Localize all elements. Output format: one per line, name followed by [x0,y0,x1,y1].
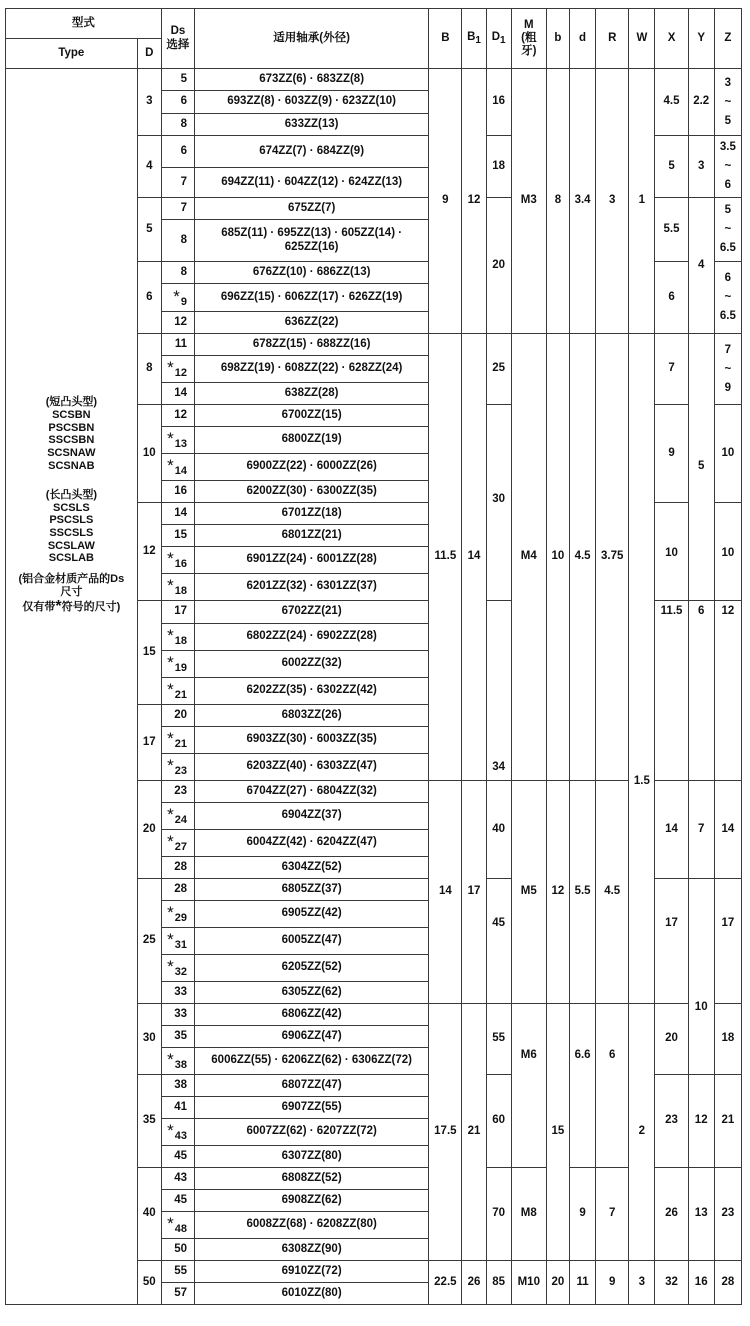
d-cell: 17 [137,705,161,781]
star-icon: * [167,1214,174,1234]
col-x-cell: 23 [655,1075,688,1168]
d-cell: 30 [137,1004,161,1075]
ds-cell: *16 [161,547,194,574]
col-b-cell: 11.5 [429,334,462,781]
bearing-cell: 6901ZZ(24) · 6001ZZ(28) [195,547,429,574]
ds-cell: 8 [161,114,194,136]
d-cell: 6 [137,262,161,334]
col-d1-cell: 55 [486,1004,511,1075]
spacer [6,472,137,489]
col-d1-cell: 60 [486,1075,511,1168]
col-r-cell: 3.75 [596,334,629,781]
ds-cell: 11 [161,334,194,356]
bearing-cell: 675ZZ(7) [195,198,429,220]
col-d-cell: 4.5 [570,334,596,781]
header-bearing: 适用轴承(外径) [195,9,429,69]
col-y-cell: 4 [688,198,714,334]
col-b-cell: 15 [546,1004,569,1261]
bearing-cell: 6903ZZ(30) · 6003ZZ(35) [195,727,429,754]
col-d1-cell: 45 [486,879,511,1004]
bearing-cell: 633ZZ(13) [195,114,429,136]
ds-cell: 20 [161,705,194,727]
col-m-cell: M3 [511,69,546,334]
ds-cell: 12 [161,405,194,427]
col-b1-cell: 12 [462,69,486,334]
bearing-cell: 6700ZZ(15) [195,405,429,427]
bearing-cell: 6803ZZ(26) [195,705,429,727]
col-m-cell: M4 [511,334,546,781]
bearing-cell: 6007ZZ(62) · 6207ZZ(72) [195,1119,429,1146]
col-y-cell: 5 [688,334,714,601]
col-x-cell: 5.5 [655,198,688,262]
d-cell: 8 [137,334,161,405]
col-b-cell: 10 [546,334,569,781]
bearing-cell: 6202ZZ(35) · 6302ZZ(42) [195,678,429,705]
bearing-cell: 6906ZZ(47) [195,1026,429,1048]
bearing-cell: 6308ZZ(90) [195,1239,429,1261]
d-cell: 50 [137,1261,161,1305]
ds-cell: 57 [161,1283,194,1305]
header-R: R [596,9,629,69]
ds-cell: 41 [161,1097,194,1119]
col-x-cell: 26 [655,1168,688,1261]
col-x-cell: 9 [655,405,688,503]
col-m-cell: M10 [511,1261,546,1305]
col-b1-cell: 21 [462,1004,486,1261]
col-z-cell: 6 ~ 6.5 [714,262,741,334]
header-M: M (粗 牙) [511,9,546,69]
ds-cell: *18 [161,574,194,601]
bearing-cell: 6307ZZ(80) [195,1146,429,1168]
ds-cell: *19 [161,651,194,678]
star-icon: * [167,832,174,852]
star-icon: * [167,626,174,646]
header-ds-line1: Ds [170,25,186,38]
col-z-cell: 5 ~ 6.5 [714,198,741,262]
ds-cell: *24 [161,803,194,830]
ds-cell: *23 [161,754,194,781]
d-cell: 15 [137,601,161,705]
col-r-cell: 4.5 [596,781,629,1004]
bearing-cell: 6910ZZ(72) [195,1261,429,1283]
ds-cell: 6 [161,91,194,114]
type-cell [6,69,138,1305]
bearing-cell: 6701ZZ(18) [195,503,429,525]
ds-cell: 45 [161,1190,194,1212]
ds-cell: *21 [161,678,194,705]
type-line: PSCSBN [48,421,95,434]
col-r-cell: 9 [596,1261,629,1305]
col-b-cell: 8 [546,69,569,334]
type-line: SSCSLS [49,527,94,540]
d-cell: 12 [137,503,161,601]
ds-cell: 7 [161,198,194,220]
star-icon: * [167,680,174,700]
col-z-cell: 3.5 ~ 6 [714,136,741,198]
bearing-cell: 6801ZZ(21) [195,525,429,547]
star-icon: * [167,429,174,449]
header-W: W [629,9,655,69]
bearing-cell: 676ZZ(10) · 686ZZ(13) [195,262,429,284]
bearing-cell: 636ZZ(22) [195,312,429,334]
type-line: 尺寸 [60,585,83,598]
d-cell: 35 [137,1075,161,1168]
star-icon: * [167,729,174,749]
col-y-cell: 16 [688,1261,714,1305]
ds-cell: *14 [161,454,194,481]
header-D: D [137,39,161,69]
type-line: (短凸头型) [45,396,98,409]
bearing-cell: 673ZZ(6) · 683ZZ(8) [195,69,429,91]
ds-cell: *43 [161,1119,194,1146]
bearing-cell: 6805ZZ(37) [195,879,429,901]
bearing-cell: 6200ZZ(30) · 6300ZZ(35) [195,481,429,503]
bearing-cell: 698ZZ(19) · 608ZZ(22) · 628ZZ(24) [195,356,429,383]
col-b1-cell: 26 [462,1261,486,1305]
header-ds-line2: 选择 [166,38,190,51]
bearing-cell: 6907ZZ(55) [195,1097,429,1119]
ds-cell: *9 [161,284,194,312]
col-x-cell: 10 [655,503,688,601]
bearing-cell: 6807ZZ(47) [195,1075,429,1097]
col-d-cell: 5.5 [570,781,596,1004]
ds-cell: 35 [161,1026,194,1048]
col-d-cell: 6.6 [570,1004,596,1168]
header-Y: Y [688,9,714,69]
bearing-cell: 6808ZZ(52) [195,1168,429,1190]
ds-cell: 15 [161,525,194,547]
col-x-cell: 4.5 [655,69,688,136]
col-y-cell: 2.2 [688,69,714,136]
bearing-cell: 6904ZZ(37) [195,803,429,830]
bearing-cell: 6205ZZ(52) [195,955,429,982]
col-x-cell: 14 [655,781,688,879]
col-z-cell: 14 [714,781,741,879]
bearing-cell: 674ZZ(7) · 684ZZ(9) [195,136,429,168]
col-y-cell: 13 [688,1168,714,1261]
ds-cell: 50 [161,1239,194,1261]
col-z-cell: 17 [714,879,741,1004]
col-w-cell: 1 [629,69,655,334]
bearing-cell: 6203ZZ(40) · 6303ZZ(47) [195,754,429,781]
col-x-cell: 7 [655,334,688,405]
ds-cell: 55 [161,1261,194,1283]
ds-cell: 28 [161,879,194,901]
ds-cell: 17 [161,601,194,624]
ds-cell: 8 [161,220,194,262]
header-D1: D1 [486,9,511,69]
ds-cell: *13 [161,427,194,454]
type-line: SCSNAW [47,446,96,459]
bearing-cell: 6004ZZ(42) · 6204ZZ(47) [195,830,429,857]
bearing-cell: 6905ZZ(42) [195,901,429,928]
type-line: SCSLAW [47,539,95,552]
type-note-line3: 仅有带*符号的尺寸) [22,598,121,616]
star-icon: * [167,756,174,776]
col-x-cell: 20 [655,1004,688,1075]
col-b-cell: 9 [429,69,462,334]
type-line: SCSNAB [48,459,95,472]
col-b1-cell: 17 [462,781,486,1004]
bearing-spec-table [5,8,742,1305]
header-type-group: 型式 [6,9,162,39]
col-z-cell: 28 [714,1261,741,1305]
col-d1-cell: 16 [486,69,511,136]
col-z-cell: 23 [714,1168,741,1261]
bearing-cell: 6800ZZ(19) [195,427,429,454]
bearing-cell: 6702ZZ(21) [195,601,429,624]
ds-cell: 38 [161,1075,194,1097]
ds-cell: *32 [161,955,194,982]
ds-cell: *48 [161,1212,194,1239]
header-B1: B1 [462,9,486,69]
col-w-cell: 2 [629,1004,655,1261]
ds-cell: 8 [161,262,194,284]
bearing-cell: 638ZZ(28) [195,383,429,405]
col-d1-cell: 30 [486,405,511,601]
bearing-cell: 6006ZZ(55) · 6206ZZ(62) · 6306ZZ(72) [195,1048,429,1075]
header-d: d [570,9,596,69]
bearing-cell: 6806ZZ(42) [195,1004,429,1026]
col-x-cell: 17 [655,879,688,1004]
table-body [6,69,742,1305]
star-icon: * [167,576,174,596]
d-cell: 25 [137,879,161,1004]
header-ds [161,9,194,69]
ds-cell: *31 [161,928,194,955]
bearing-cell: 6010ZZ(80) [195,1283,429,1305]
col-z-cell: 10 [714,503,741,601]
col-y-cell: 7 [688,781,714,879]
col-z-cell: 7 ~ 9 [714,334,741,405]
bearing-cell: 685Z(11) · 695ZZ(13) · 605ZZ(14) · 625ZZ(16) [195,220,429,262]
col-b-cell: 22.5 [429,1261,462,1305]
col-z-cell: 21 [714,1075,741,1168]
bearing-cell: 6802ZZ(24) · 6902ZZ(28) [195,624,429,651]
type-line: (长凸头型) [45,489,98,502]
col-r-cell: 3 [596,69,629,334]
star-icon: * [167,1121,174,1141]
d-cell: 4 [137,136,161,198]
bearing-cell: 6704ZZ(27) · 6804ZZ(32) [195,781,429,803]
star-icon: * [167,549,174,569]
ds-cell: 16 [161,481,194,503]
col-z-cell: 12 [714,601,741,781]
ds-cell: 6 [161,136,194,168]
d-cell: 5 [137,198,161,262]
bearing-cell: 6900ZZ(22) · 6000ZZ(26) [195,454,429,481]
bearing-cell: 696ZZ(15) · 606ZZ(17) · 626ZZ(19) [195,284,429,312]
type-line: SCSLAB [48,552,94,565]
bearing-cell: 6005ZZ(47) [195,928,429,955]
table-row [6,69,742,91]
ds-cell: *21 [161,727,194,754]
col-m-cell: M6 [511,1004,546,1168]
col-x-cell: 32 [655,1261,688,1305]
type-line: (铝合金材质产品的Ds [18,573,125,585]
col-w-cell: 3 [629,1261,655,1305]
bearing-cell: 694ZZ(11) · 604ZZ(12) · 624ZZ(13) [195,168,429,198]
type-line: SCSBN [52,408,91,421]
ds-cell: 23 [161,781,194,803]
ds-cell: 33 [161,1004,194,1026]
col-w-cell: 1.5 [629,334,655,1004]
bearing-cell: 6908ZZ(62) [195,1190,429,1212]
ds-cell: 43 [161,1168,194,1190]
col-b1-cell: 14 [462,334,486,781]
ds-cell: 5 [161,69,194,91]
bearing-cell: 6304ZZ(52) [195,857,429,879]
ds-cell: *29 [161,901,194,928]
col-d1-cell: 20 [486,198,511,334]
col-b-cell: 12 [546,781,569,1004]
col-x-cell: 5 [655,136,688,198]
col-z-cell: 18 [714,1004,741,1075]
bearing-cell: 693ZZ(8) · 603ZZ(9) · 623ZZ(10) [195,91,429,114]
col-d-cell: 3.4 [570,69,596,334]
d-cell: 3 [137,69,161,136]
ds-cell: *12 [161,356,194,383]
bearing-cell: 6305ZZ(62) [195,982,429,1004]
col-y-cell: 12 [688,1075,714,1168]
star-icon: * [167,358,174,378]
ds-cell: *27 [161,830,194,857]
col-y-cell: 10 [688,879,714,1075]
ds-cell: 28 [161,857,194,879]
bearing-cell: 6201ZZ(32) · 6301ZZ(37) [195,574,429,601]
d-cell: 40 [137,1168,161,1261]
ds-cell: *18 [161,624,194,651]
col-x-cell: 11.5 [655,601,688,781]
star-icon: * [173,286,180,306]
col-d-cell: 11 [570,1261,596,1305]
star-icon: * [167,653,174,673]
col-d1-cell: 25 [486,334,511,405]
d-cell: 20 [137,781,161,879]
col-b-cell: 14 [429,781,462,1004]
star-icon: * [167,930,174,950]
type-line: SSCSBN [48,434,95,447]
type-line: SCSLS [53,501,90,514]
header-X: X [655,9,688,69]
ds-cell: 7 [161,168,194,198]
ds-cell: 12 [161,312,194,334]
ds-cell: 14 [161,503,194,525]
col-d1-cell: 70 [486,1168,511,1261]
ds-cell: *38 [161,1048,194,1075]
col-x-cell: 6 [655,262,688,334]
col-m-cell: M5 [511,781,546,1004]
col-b-cell: 20 [546,1261,569,1305]
col-d1-cell: 34 [486,601,511,781]
col-r-cell: 7 [596,1168,629,1261]
col-d1-cell: 40 [486,781,511,879]
bearing-cell: 6008ZZ(68) · 6208ZZ(80) [195,1212,429,1239]
header-type: Type [6,39,138,69]
spacer [6,565,137,573]
col-b-cell: 17.5 [429,1004,462,1261]
header-B: B [429,9,462,69]
star-icon: * [167,456,174,476]
col-d1-cell: 85 [486,1261,511,1305]
col-y-cell: 6 [688,601,714,781]
d-cell: 10 [137,405,161,503]
ds-cell: 14 [161,383,194,405]
bearing-cell: 6002ZZ(32) [195,651,429,678]
col-m-cell: M8 [511,1168,546,1261]
ds-cell: 33 [161,982,194,1004]
star-icon: * [55,598,62,616]
star-icon: * [167,957,174,977]
col-r-cell: 6 [596,1004,629,1168]
col-y-cell: 3 [688,136,714,198]
header-b: b [546,9,569,69]
col-d1-cell: 18 [486,136,511,198]
header-Z: Z [714,9,741,69]
bearing-cell: 678ZZ(15) · 688ZZ(16) [195,334,429,356]
col-z-cell: 10 [714,405,741,503]
ds-cell: 45 [161,1146,194,1168]
star-icon: * [167,903,174,923]
type-line: PSCSLS [49,514,94,527]
col-z-cell: 3 ~ 5 [714,69,741,136]
col-d-cell: 9 [570,1168,596,1261]
star-icon: * [167,805,174,825]
star-icon: * [167,1050,174,1070]
